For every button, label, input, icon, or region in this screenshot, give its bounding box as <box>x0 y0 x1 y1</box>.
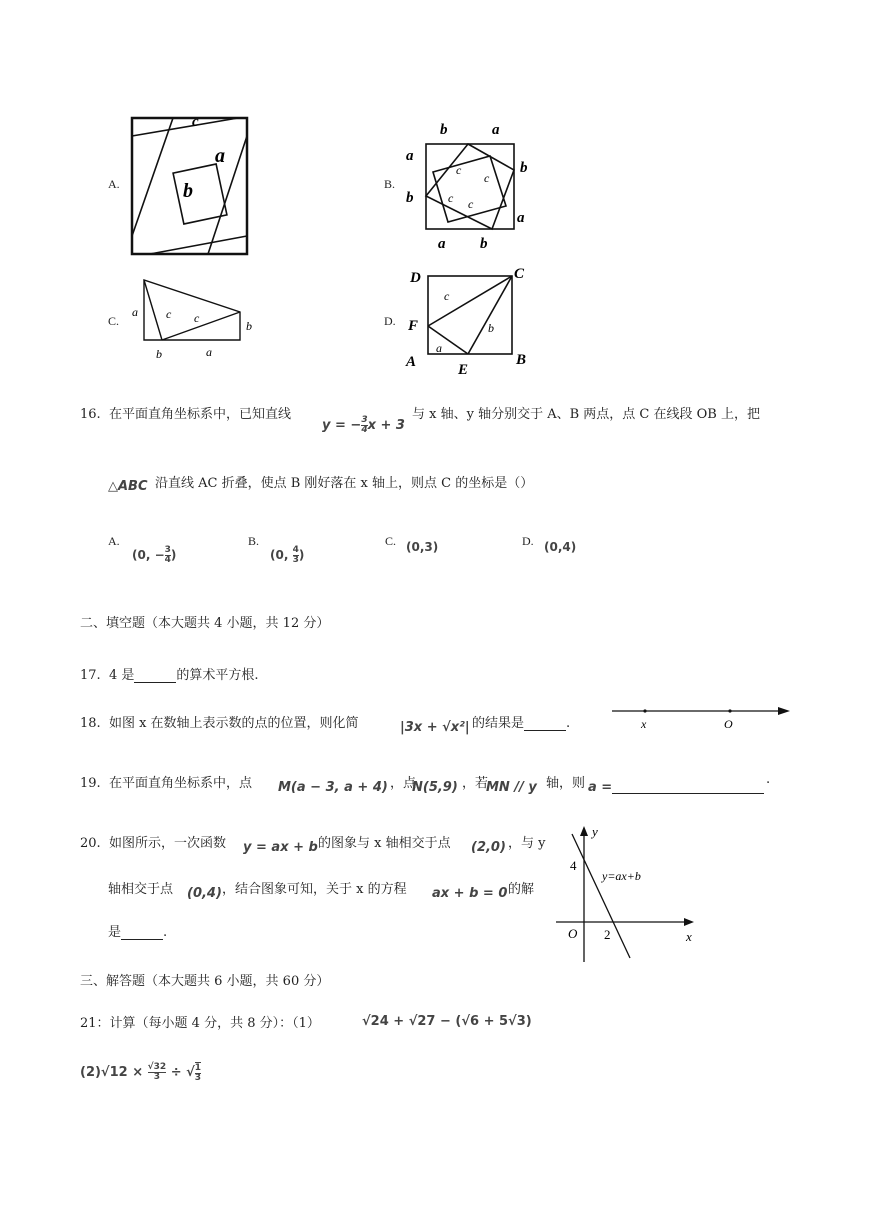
figure-b-inner-c2: c <box>484 171 490 185</box>
section-2-heading: 二、填空题（本大题共 4 小题，共 12 分） <box>80 616 330 631</box>
q16-text2: 与 x 轴、y 轴分别交于 A、B 两点，点 C 在线段 OB 上，把 <box>412 407 760 422</box>
q20-graph-label-4: 4 <box>570 858 577 873</box>
figure-c-label-a-bottom: a <box>206 345 212 359</box>
q16-option-d-value: (0,4) <box>544 540 577 554</box>
q19-sep1: ，点 <box>390 776 417 791</box>
figure-b-right-b: b <box>520 160 528 176</box>
q20-line1-end: ，与 y <box>508 836 546 851</box>
q20-number: 20. <box>80 836 101 851</box>
q20-line2-mid: ，结合图象可知，关于 x 的方程 <box>222 882 407 897</box>
figure-b-inner-c4: c <box>468 197 474 211</box>
figure-b-right-a: a <box>517 210 525 226</box>
q18-axis-x-label: x <box>641 717 647 731</box>
q16-opt-a-pre: (0, − <box>132 548 165 562</box>
q16-opt-b-num: 4 <box>292 545 299 555</box>
figure-d-inner-b: b <box>488 321 494 335</box>
figure-b-bottom-b: b <box>480 236 488 252</box>
figure-d-square-diagram <box>402 262 537 380</box>
q20-line3-pre: 是 <box>108 925 122 940</box>
q20-line1-eq: y = ax + b <box>243 840 318 855</box>
q21-expression-2: (2)√12 × $\frac{√32}{3}$ ÷ √ $\frac{1}{3}$ <box>80 1062 202 1083</box>
figure-b-top-a: a <box>492 122 500 138</box>
q18-axis-o-label: O <box>724 717 733 731</box>
q16-opt-a-den: 4 <box>164 555 171 565</box>
q20-graph-label-2: 2 <box>604 927 611 942</box>
q20-line2-eq: ax + b = 0 <box>432 886 508 901</box>
q20-graph-y-label: y <box>592 824 598 839</box>
q16-eq-head: y = − <box>322 418 362 433</box>
q19-point-m: M(a − 3, a + 4) <box>278 780 388 795</box>
q16-opt-b-den: 3 <box>292 555 299 565</box>
q19-point-n: N(5,9) <box>412 780 458 795</box>
q20-line1-point: (2,0) <box>471 840 506 855</box>
q16-option-b-value <box>270 546 304 565</box>
figure-b-bottom-a: a <box>438 236 446 252</box>
figure-a-square-diagram <box>128 110 253 260</box>
q20-function-graph <box>552 822 702 967</box>
q21-head: 21：计算（每小题 4 分，共 8 分）：（1） <box>80 1016 320 1031</box>
figure-b-inner-c1: c <box>456 163 462 177</box>
q20-line2-pre: 轴相交于点 <box>108 882 174 897</box>
q21-expression-1: √24 + √27 − (√6 + 5√3) <box>362 1014 532 1029</box>
figure-b-square-diagram <box>400 118 540 253</box>
option-a-label: A. <box>108 177 120 191</box>
q18-expression: |3x + √x²| <box>400 720 470 735</box>
figure-d-inner-c: c <box>444 289 450 303</box>
option-d-label: D. <box>384 314 396 328</box>
q19 <box>80 772 252 791</box>
q16-option-c-value: (0,3) <box>406 540 439 554</box>
q20-line2-end: 的解 <box>508 882 535 897</box>
figure-b-left-b: b <box>406 190 414 206</box>
q19-mid: 轴，则 <box>546 776 586 791</box>
q18-post: 的结果是 <box>472 716 525 731</box>
figure-d-label-D: D <box>410 270 421 286</box>
q16-eq-frac-den: 4 <box>361 425 368 435</box>
q16-opt-a-num: 3 <box>164 545 171 555</box>
figure-d-label-B: B <box>516 352 527 368</box>
q17-answer-blank[interactable] <box>134 668 176 683</box>
option-c-label: C. <box>108 314 120 328</box>
figure-d-label-F: F <box>408 318 419 334</box>
figure-b-inner-c3: c <box>448 191 454 205</box>
q16-option-a-label: A. <box>108 534 120 548</box>
q20-graph-line-label: y=ax+b <box>602 869 641 883</box>
q16-option-b-label: B. <box>248 534 260 548</box>
figure-d-label-E: E <box>458 362 469 378</box>
q19-number: 19. <box>80 776 101 791</box>
q20-graph-x-label: x <box>686 929 692 944</box>
figure-b-top-b: b <box>440 122 448 138</box>
q16-option-a-value <box>132 546 176 565</box>
q20-answer-blank[interactable] <box>121 925 163 940</box>
q16-eq-tail: x + 3 <box>367 418 405 433</box>
q21-p2-rnum: 1 <box>194 1063 202 1073</box>
q21-p2-head: (2)√12 × <box>80 1065 148 1080</box>
q21-p2-div: ÷ <box>166 1065 187 1080</box>
q16-text3: 沿直线 AC 折叠，使点 B 刚好落在 x 轴上，则点 C 的坐标是（） <box>155 476 534 491</box>
q17 <box>80 664 259 683</box>
figure-c-label-b-bottom: b <box>156 347 162 361</box>
q18-number: 18. <box>80 716 101 731</box>
q16-opt-b-post: ) <box>298 548 305 562</box>
q16-option-d-label: D. <box>522 534 534 548</box>
figure-c-label-c2: c <box>194 311 200 325</box>
q19-pre: 在平面直角坐标系中，点 <box>108 776 252 791</box>
q16-text1: 在平面直角坐标系中，已知直线 <box>108 407 291 422</box>
q16-opt-b-pre: (0, <box>270 548 293 562</box>
q16-number: 16. <box>80 407 101 422</box>
q19-a: a = <box>588 780 613 795</box>
q21-p2-rden: 3 <box>194 1073 202 1083</box>
q18-answer-blank[interactable] <box>524 716 566 731</box>
q16-opt-a-post: ) <box>170 548 177 562</box>
figure-a-label-c: c <box>192 114 199 130</box>
q19-end: . <box>766 772 771 787</box>
figure-a-label-a: a <box>215 145 225 167</box>
q21-p2-num: √32 <box>147 1062 167 1072</box>
q16-line1 <box>80 403 291 422</box>
figure-a-label-b: b <box>183 180 193 202</box>
q20-line1-mid: 的图象与 x 轴相交于点 <box>318 836 451 851</box>
figure-d-label-C: C <box>514 266 525 282</box>
q18-number-line <box>608 700 793 734</box>
figure-c-trapezoid-diagram <box>128 274 263 366</box>
figure-c-label-c1: c <box>166 307 172 321</box>
q20-line2-point: (0,4) <box>187 886 222 901</box>
figure-b-left-a: a <box>406 148 414 164</box>
q18 <box>80 712 359 731</box>
q16-equation <box>322 416 405 435</box>
q16-triangle: △ABC <box>108 479 148 494</box>
q17-number: 17. <box>80 668 101 683</box>
q16-eq-frac-num: 3 <box>361 415 368 425</box>
figure-c-label-b-right: b <box>246 319 252 333</box>
q19-answer-blank[interactable] <box>612 783 764 794</box>
figure-c-label-a: a <box>132 305 138 319</box>
figure-d-inner-a: a <box>436 341 442 355</box>
q17-post: 的算术平方根. <box>176 668 259 683</box>
q19-condition: MN // y <box>486 780 537 795</box>
figure-d-label-A: A <box>406 354 417 370</box>
q18-pre: 如图 x 在数轴上表示数的点的位置，则化简 <box>108 716 359 731</box>
option-b-label: B. <box>384 177 396 191</box>
q20-graph-origin-label: O <box>568 926 578 941</box>
q18-end: . <box>566 716 571 731</box>
q16-option-c-label: C. <box>385 534 397 548</box>
q19-sep2: ，若 <box>462 776 489 791</box>
q20-line3 <box>108 921 167 940</box>
q21-p2-den: 3 <box>153 1072 161 1082</box>
q17-pre: 4 是 <box>108 668 135 683</box>
q20-line1-pre: 如图所示，一次函数 <box>108 836 226 851</box>
section-3-heading: 三、解答题（本大题共 6 小题，共 60 分） <box>80 974 330 989</box>
q18-tail <box>472 712 570 731</box>
q20-line3-end: . <box>163 925 168 940</box>
q20-line1 <box>80 832 226 851</box>
